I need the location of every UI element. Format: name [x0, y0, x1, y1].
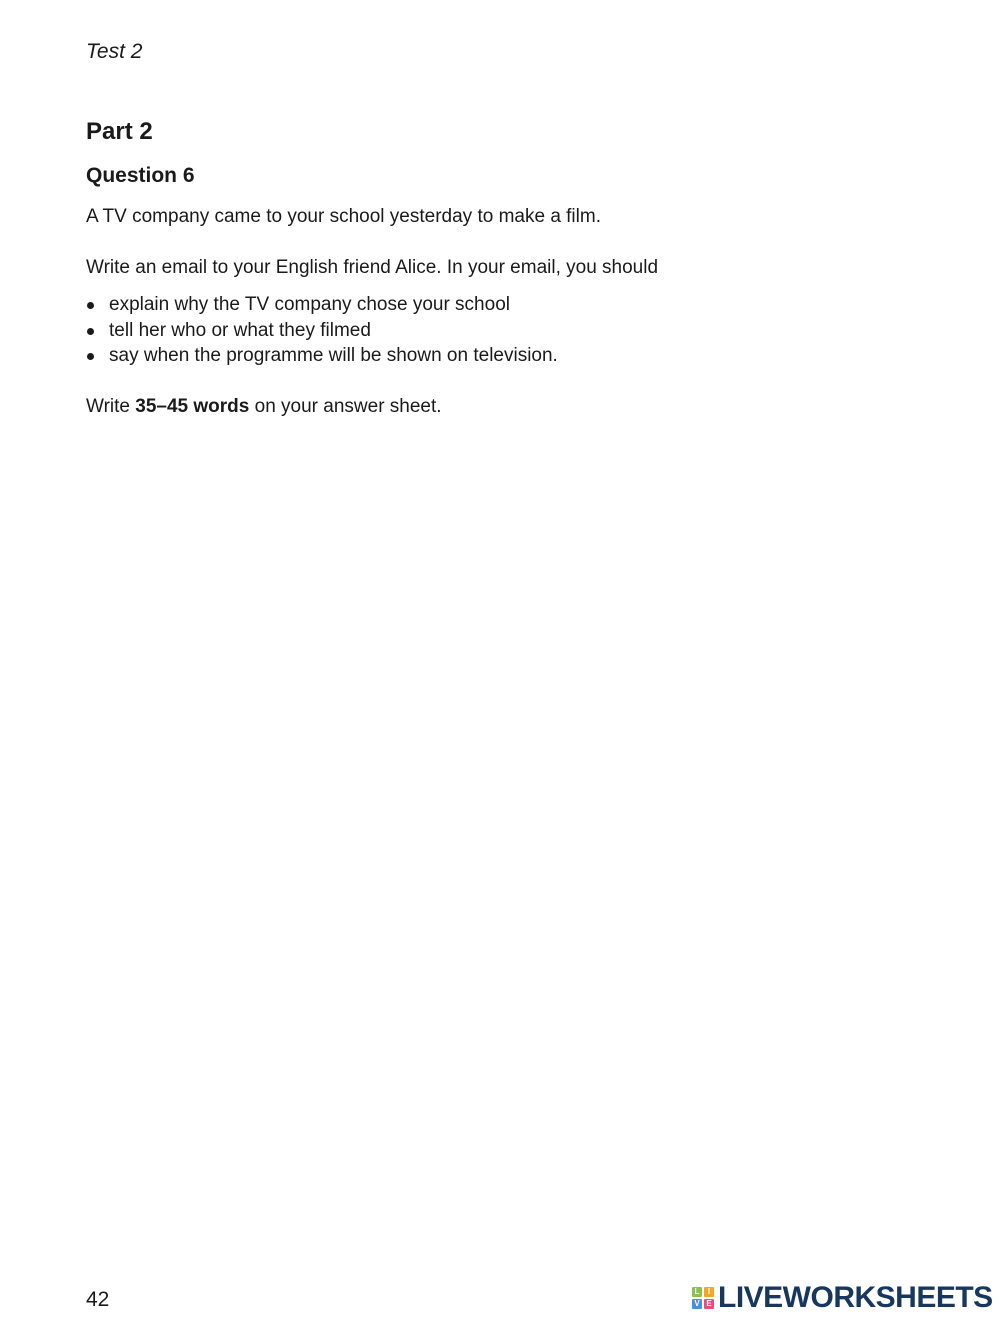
liveworksheets-icon — [692, 1287, 714, 1309]
word-limit-prefix: Write — [86, 396, 136, 417]
intro-text: A TV company came to your school yesterday to make a film. — [86, 206, 601, 227]
task-bullet-list — [86, 292, 558, 369]
word-limit-count: 35–45 words — [135, 396, 250, 417]
liveworksheets-wordmark: LIVEWORKSHEETS — [718, 1281, 993, 1314]
task-bullet-item — [86, 343, 558, 369]
task-bullet-text: tell her who or what they filmed — [109, 319, 371, 341]
instruction-text: Write an email to your English friend Alice. In your email, you should — [86, 257, 659, 278]
bullet-icon — [87, 353, 94, 360]
logo-tile-i: I — [704, 1287, 714, 1297]
task-bullet-text: explain why the TV company chose your school — [109, 294, 510, 315]
page-number: 42 — [86, 1288, 110, 1311]
logo-tile-v: V — [692, 1299, 702, 1309]
logo-tile-e: E — [704, 1299, 714, 1309]
task-bullet-item — [86, 292, 558, 318]
task-bullet-item — [86, 318, 558, 344]
liveworksheets-logo — [692, 1282, 993, 1314]
word-limit-text — [86, 395, 442, 420]
bullet-icon — [87, 328, 94, 335]
running-head: Test 2 — [86, 40, 143, 63]
part-heading: Part 2 — [86, 118, 153, 145]
word-limit-suffix: on your answer sheet. — [249, 396, 442, 417]
task-bullet-text: say when the programme will be shown on television. — [109, 345, 558, 366]
bullet-icon — [87, 302, 94, 309]
question-heading: Question 6 — [86, 164, 195, 187]
logo-tile-l: L — [692, 1287, 702, 1297]
